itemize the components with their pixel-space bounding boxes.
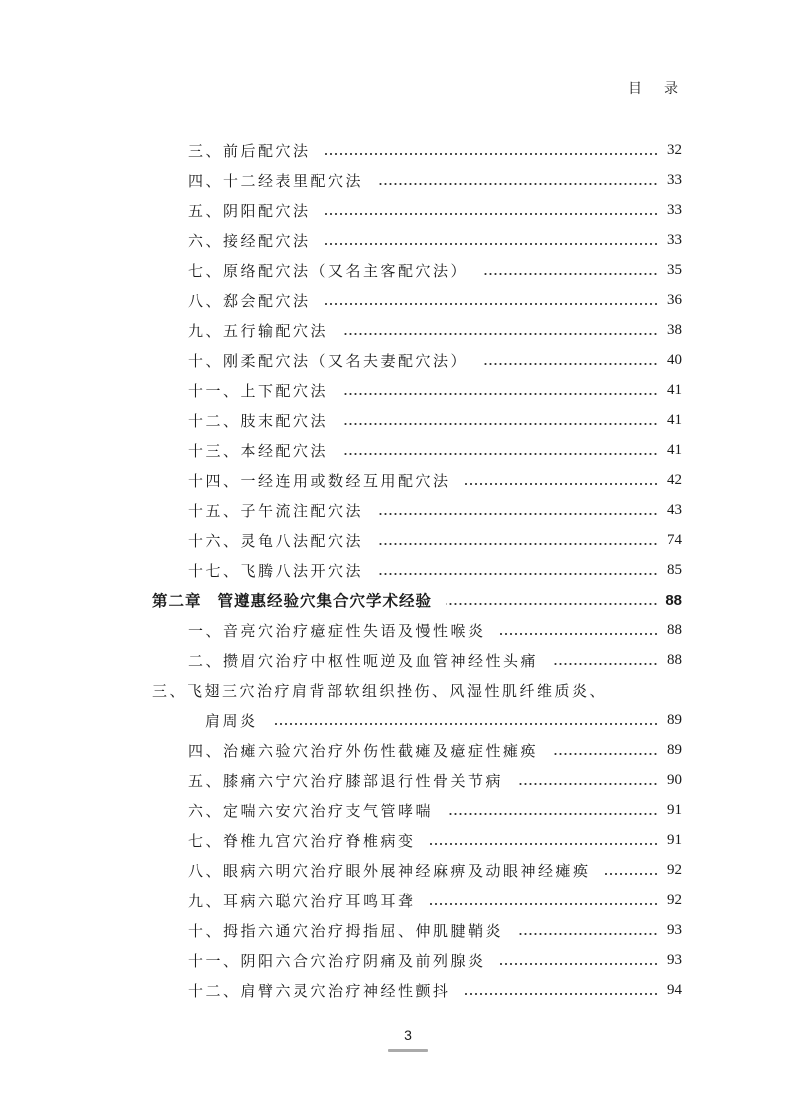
toc-entry[interactable] (152, 915, 682, 945)
entry-title: 十二、肩臂六灵穴治疗神经性颤抖 (188, 983, 451, 1000)
dot-leader (482, 355, 658, 365)
entry-page-number: 74 (667, 531, 682, 548)
entry-title: 六、接经配穴法 (188, 233, 311, 250)
toc-entry[interactable] (152, 855, 682, 885)
entry-title: 三、飞翅三穴治疗肩背部软组织挫伤、风湿性肌纤维质炎、 (152, 683, 608, 700)
entry-title: 十五、子午流注配穴法 (188, 503, 364, 520)
dot-leader (482, 265, 658, 275)
entry-page-number: 89 (667, 741, 682, 758)
entry-title: 八、郄会配穴法 (188, 293, 311, 310)
dot-leader (500, 955, 658, 965)
toc-entry[interactable] (152, 315, 682, 345)
toc-entry[interactable] (152, 795, 682, 825)
entry-title: 十四、一经连用或数经互用配穴法 (188, 473, 451, 490)
dot-leader (430, 895, 658, 905)
entry-page-number: 92 (667, 861, 682, 878)
entry-title: 十二、肢末配穴法 (188, 413, 329, 430)
entry-title: 四、十二经表里配穴法 (188, 173, 364, 190)
toc-entry[interactable] (152, 525, 682, 555)
dot-leader (446, 595, 658, 605)
dot-leader (325, 205, 658, 215)
toc-entry[interactable] (152, 945, 682, 975)
dot-leader (342, 325, 658, 335)
entry-page-number: 43 (667, 501, 682, 518)
entry-title: 七、原络配穴法（又名主客配穴法） (188, 263, 469, 280)
toc-entry[interactable] (152, 375, 682, 405)
dot-leader (377, 175, 658, 185)
toc-entry[interactable] (152, 735, 682, 765)
entry-title: 四、治瘫六验穴治疗外伤性截瘫及癔症性瘫痪 (188, 743, 539, 760)
toc-entry[interactable] (152, 825, 682, 855)
entry-page-number: 93 (667, 951, 682, 968)
entry-page-number: 38 (667, 321, 682, 338)
dot-leader (342, 445, 658, 455)
chapter-name: 管遵惠经验穴集合穴学术经验 (217, 593, 433, 610)
entry-title: 一、音亮穴治疗癔症性失语及慢性喉炎 (188, 623, 486, 640)
entry-title: 八、眼病六明穴治疗眼外展神经麻痹及动眼神经瘫痪 (188, 863, 591, 880)
entry-page-number: 33 (667, 231, 682, 248)
dot-leader (552, 655, 658, 665)
entry-page-number: 33 (667, 201, 682, 218)
entry-title: 十一、阴阳六合穴治疗阴痛及前列腺炎 (188, 953, 486, 970)
toc-entry[interactable] (152, 555, 682, 585)
entry-page-number: 40 (667, 351, 682, 368)
entry-page-number: 36 (667, 291, 682, 308)
dot-leader (325, 295, 658, 305)
entry-title: 七、脊椎九宫穴治疗脊椎病变 (188, 833, 416, 850)
running-header: 目录 (628, 82, 700, 97)
entry-title: 十、刚柔配穴法（又名夫妻配穴法） (188, 353, 469, 370)
dot-leader (447, 805, 658, 815)
entry-page-number: 42 (667, 471, 682, 488)
toc-entry[interactable] (152, 675, 682, 705)
toc-entry[interactable] (152, 345, 682, 375)
toc-entry[interactable] (152, 465, 682, 495)
toc-entry[interactable] (152, 705, 682, 735)
toc-entry[interactable] (152, 645, 682, 675)
entry-page-number: 41 (667, 411, 682, 428)
entry-title: 五、膝痛六宁穴治疗膝部退行性骨关节病 (188, 773, 504, 790)
entry-page-number: 94 (667, 981, 682, 998)
entry-title: 二、攒眉穴治疗中枢性呃逆及血管神经性头痛 (188, 653, 539, 670)
chapter-label: 第二章 (152, 593, 202, 610)
entry-title: 十六、灵龟八法配穴法 (188, 533, 364, 550)
toc-entry[interactable] (152, 135, 682, 165)
toc-entry[interactable] (152, 405, 682, 435)
toc-entry[interactable] (152, 975, 682, 1005)
dot-leader (500, 625, 658, 635)
chapter-title (152, 589, 432, 611)
entry-title: 九、五行输配穴法 (188, 323, 329, 340)
dot-leader (430, 835, 658, 845)
entry-page-number: 88 (665, 591, 682, 609)
entry-title: 十七、飞腾八法开穴法 (188, 563, 364, 580)
entry-title: 十三、本经配穴法 (188, 443, 329, 460)
dot-leader (517, 925, 658, 935)
entry-title: 九、耳病六聪穴治疗耳鸣耳聋 (188, 893, 416, 910)
dot-leader (342, 415, 658, 425)
entry-title: 五、阴阳配穴法 (188, 203, 311, 220)
entry-page-number: 91 (667, 831, 682, 848)
toc-entry[interactable] (152, 885, 682, 915)
entry-title: 三、前后配穴法 (188, 143, 311, 160)
entry-page-number: 93 (667, 921, 682, 938)
dot-leader (377, 505, 658, 515)
dot-leader (552, 745, 658, 755)
toc-entry[interactable] (152, 435, 682, 465)
entry-page-number: 41 (667, 441, 682, 458)
dot-leader (517, 775, 658, 785)
toc-entry[interactable] (152, 495, 682, 525)
entry-page-number: 41 (667, 381, 682, 398)
entry-title: 六、定喘六安穴治疗支气管哮喘 (188, 803, 434, 820)
toc-entry[interactable] (152, 765, 682, 795)
dot-leader (342, 385, 658, 395)
toc-entry[interactable] (152, 195, 682, 225)
entry-page-number: 85 (667, 561, 682, 578)
entry-page-number: 35 (667, 261, 682, 278)
entry-page-number: 88 (667, 621, 682, 638)
entry-page-number: 91 (667, 801, 682, 818)
dot-leader (605, 865, 658, 875)
entry-page-number: 88 (667, 651, 682, 668)
dot-leader (377, 565, 658, 575)
dot-leader (272, 715, 658, 725)
toc-entry[interactable] (152, 285, 682, 315)
page-number-underline (388, 1049, 428, 1052)
entry-page-number: 90 (667, 771, 682, 788)
page-number: 3 (404, 1027, 412, 1043)
entry-title: 十一、上下配穴法 (188, 383, 329, 400)
entry-title: 十、拇指六通穴治疗拇指屈、伸肌腱鞘炎 (188, 923, 504, 940)
dot-leader (377, 535, 658, 545)
entry-page-number: 33 (667, 171, 682, 188)
dot-leader (325, 235, 658, 245)
dot-leader (465, 475, 658, 485)
entry-page-number: 92 (667, 891, 682, 908)
toc-entry[interactable] (152, 255, 682, 285)
entry-page-number: 32 (667, 141, 682, 158)
dot-leader (325, 145, 658, 155)
entry-title: 肩周炎 (205, 713, 258, 730)
dot-leader (465, 985, 658, 995)
table-of-contents (152, 135, 682, 1005)
entry-page-number: 89 (667, 711, 682, 728)
toc-chapter[interactable] (152, 585, 682, 615)
toc-entry[interactable] (152, 225, 682, 255)
toc-entry[interactable] (152, 165, 682, 195)
toc-entry[interactable] (152, 615, 682, 645)
